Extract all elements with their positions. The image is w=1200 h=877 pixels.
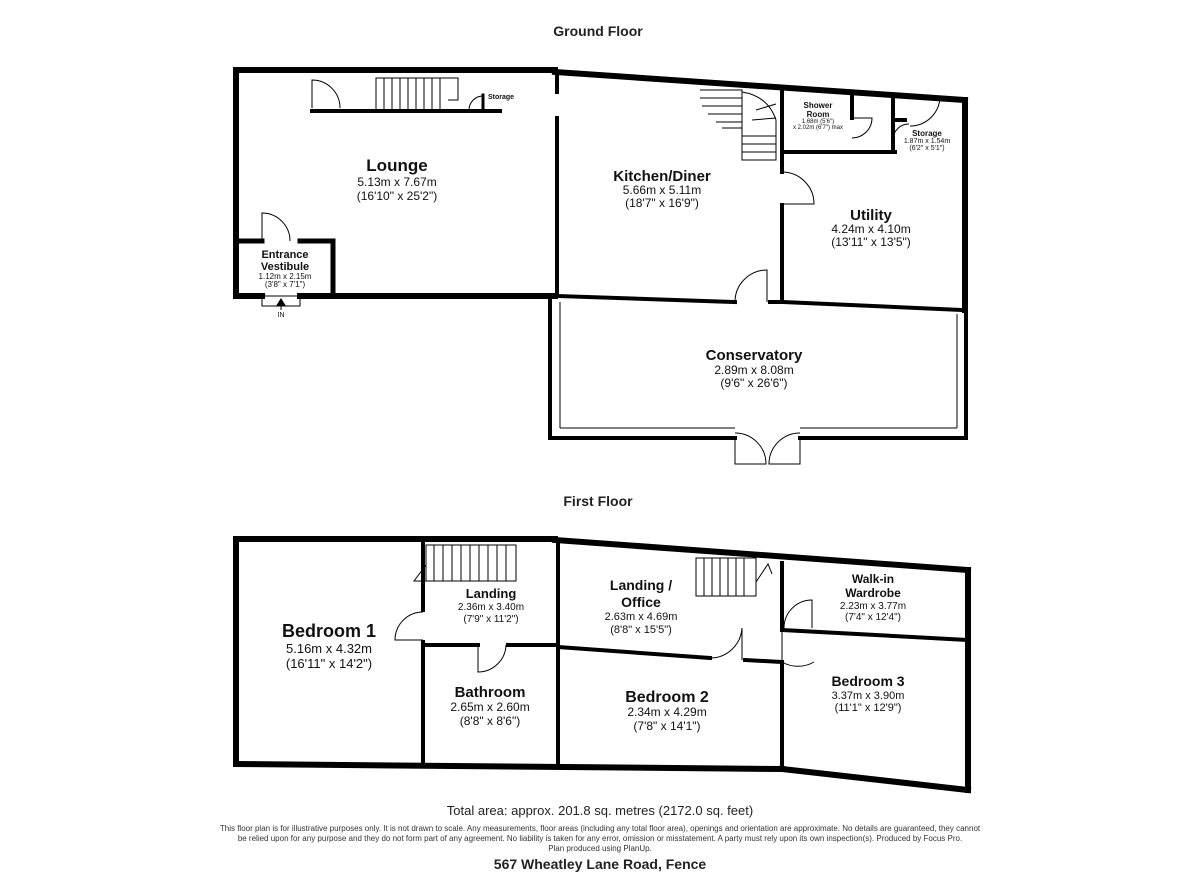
lounge-imperial: (16'10" x 25'2") — [356, 189, 438, 203]
ground-lounge-stairs — [376, 78, 458, 110]
utility-metric: 4.24m x 4.10m — [831, 222, 911, 236]
bedroom1-metric: 5.16m x 4.32m — [286, 641, 372, 656]
kitchen-metric: 5.66m x 5.11m — [622, 183, 702, 197]
landing-name: Landing — [465, 586, 517, 601]
utility-imperial: (13'11" x 13'5") — [831, 235, 911, 249]
walkin-metric: 2.23m x 3.77m — [839, 601, 907, 612]
storage-right-metric: 1.87m x 1.54m — [903, 138, 951, 145]
property-address: 567 Wheatley Lane Road, Fence — [493, 856, 707, 872]
lounge-name: Lounge — [366, 156, 428, 175]
disclaimer — [0, 824, 1200, 854]
kitchen-imperial: (18'7" x 16'9") — [625, 196, 699, 210]
conservatory-imperial: (9'6" x 26'6") — [720, 376, 788, 390]
room-lounge — [357, 156, 437, 203]
room-bedroom1 — [282, 621, 376, 671]
bedroom3-metric: 3.37m x 3.90m — [831, 690, 905, 702]
entrance-metric: 1.12m x 2.15m — [258, 272, 312, 281]
storage-right-name: Storage — [912, 129, 942, 138]
conservatory-metric: 2.89m x 8.08m — [714, 363, 794, 377]
shower-metric: 1.68m (5'6") — [801, 119, 835, 125]
shower-name-line1: Shower — [803, 101, 833, 110]
bedroom2-metric: 2.34m x 4.29m — [627, 705, 707, 719]
room-utility — [831, 207, 911, 249]
ground-floor-walls — [236, 70, 965, 310]
first-office-stairs — [696, 558, 772, 596]
room-landing-office — [605, 577, 678, 636]
room-bathroom — [450, 684, 529, 728]
storage-small-label: Storage — [487, 94, 515, 101]
shower-imperial: x 2.02m (6'7") max — [793, 125, 843, 131]
room-walkin-wardrobe — [840, 572, 906, 623]
disclaimer-line-2: be relied upon for any purpose and they do not form part of any agreement. No liability is taken for any error, omission or misstatement. A party must rely upon its own inspection(s). Produced by Focus Pro. — [237, 834, 963, 843]
bedroom1-imperial: (16'11" x 14'2") — [285, 656, 373, 671]
utility-name: Utility — [850, 207, 892, 224]
entrance-imperial: (3'8" x 7'1") — [264, 280, 306, 289]
bedroom3-imperial: (11'1" x 12'9") — [834, 702, 902, 714]
walkin-name-line2: Wardrobe — [845, 586, 901, 600]
room-shower — [793, 101, 843, 131]
entry-arrow — [262, 296, 300, 310]
kitchen-name: Kitchen/Diner — [613, 168, 711, 185]
walkin-name-line1: Walk-in — [851, 572, 895, 586]
disclaimer-line-1: This floor plan is for illustrative purposes only. It is not drawn to scale. Any measurements, floor areas (including any total floor area), openings and orientation are approximate. No details are guaranteed, they cannot — [219, 824, 981, 833]
first-landing-stairs — [414, 545, 516, 581]
room-conservatory — [706, 347, 803, 390]
room-entrance-vestibule — [259, 249, 312, 289]
bathroom-imperial: (8'8" x 8'6") — [459, 714, 521, 728]
walkin-imperial: (7'4" x 12'4") — [845, 612, 901, 623]
bedroom3-name: Bedroom 3 — [831, 673, 905, 689]
room-storage-right — [904, 129, 950, 152]
landing-imperial: (7'9" x 11'2") — [463, 614, 519, 625]
total-area: Total area: approx. 201.8 sq. metres (2172.0 sq. feet) — [446, 803, 754, 818]
first-floor-title: First Floor — [563, 493, 633, 509]
ground-kitchen-stairs — [700, 90, 776, 160]
landing-metric: 2.36m x 3.40m — [457, 602, 525, 613]
entrance-name-line1: Entrance — [261, 249, 309, 261]
bedroom1-name: Bedroom 1 — [281, 621, 377, 641]
bedroom2-imperial: (7'8" x 14'1") — [633, 719, 701, 733]
landing-office-imperial: (8'8" x 15'5") — [610, 624, 672, 636]
ground-floor-title: Ground Floor — [553, 23, 643, 39]
landing-office-name-line2: Office — [621, 594, 661, 610]
disclaimer-line-3: Plan produced using PlanUp. — [548, 844, 652, 853]
entrance-name-line2: Vestibule — [260, 261, 310, 273]
conservatory-name: Conservatory — [705, 347, 803, 364]
landing-office-metric: 2.63m x 4.69m — [604, 611, 678, 623]
bedroom2-name: Bedroom 2 — [625, 689, 709, 706]
shower-name-line2: Room — [806, 110, 830, 119]
entry-label: IN — [277, 312, 285, 319]
landing-office-name-line1: Landing / — [609, 577, 673, 593]
storage-right-imperial: (6'2" x 5'1") — [909, 145, 945, 152]
bathroom-metric: 2.65m x 2.60m — [450, 700, 530, 714]
room-kitchen-diner — [613, 168, 711, 210]
lounge-metric: 5.13m x 7.67m — [357, 175, 437, 189]
bathroom-name: Bathroom — [454, 684, 526, 701]
room-landing — [458, 586, 524, 625]
room-bedroom3 — [831, 673, 904, 714]
room-bedroom2 — [625, 689, 709, 733]
